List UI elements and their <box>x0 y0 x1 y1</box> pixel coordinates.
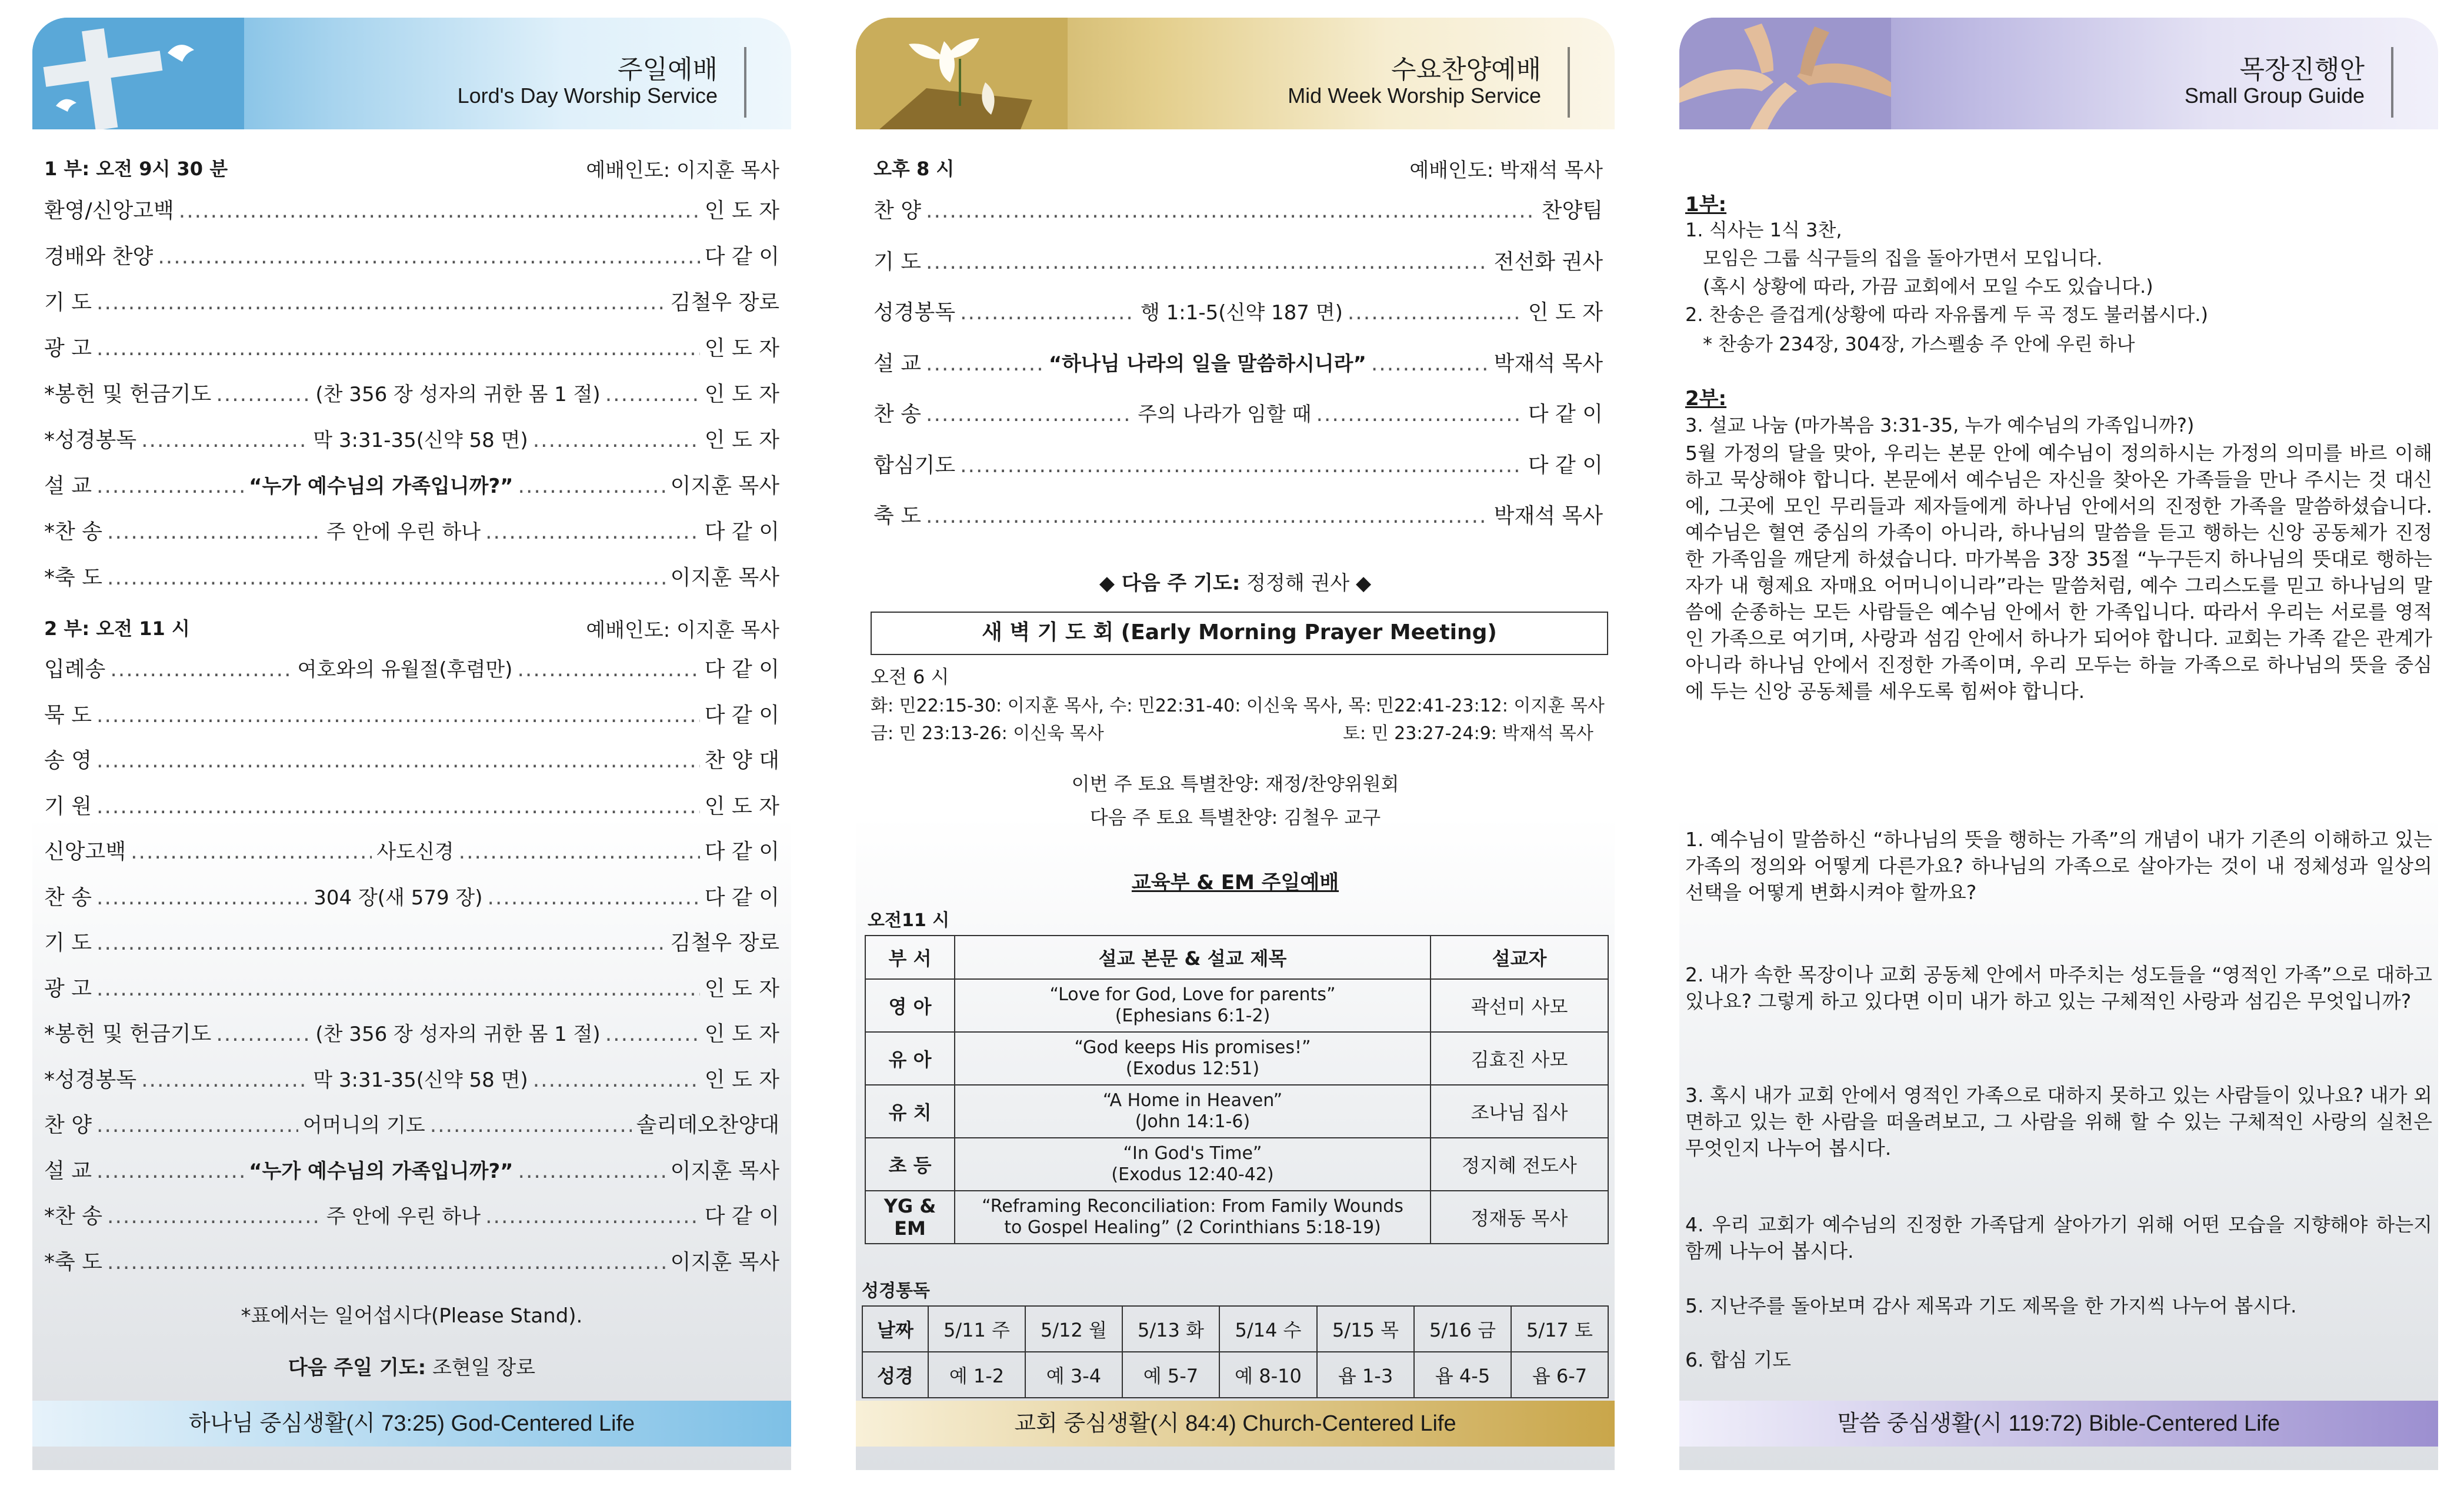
leader-dots <box>926 250 1489 274</box>
order-item-person: 박재석 목사 <box>1493 504 1603 528</box>
edu-table <box>865 935 1609 1244</box>
edu-sermon-reference: (Exodus 12:51) <box>1125 1058 1260 1079</box>
leader-dots <box>141 428 308 452</box>
banner-title-eng: Lord's Day Worship Service <box>457 83 718 108</box>
order-item-detail: 주 안에 우린 하나 <box>326 1205 481 1228</box>
question-6: 6. 합심 기도 <box>1685 1348 1791 1371</box>
order-item-label: *성경봉독 <box>44 1067 137 1092</box>
order-item-detail: “하나님 나라의 일을 말씀하시니라” <box>1048 352 1366 376</box>
leader-dots <box>107 1250 666 1274</box>
edu-sermon-title: “A Home in Heaven” <box>1102 1090 1283 1111</box>
order-item-label: *축 도 <box>44 1250 102 1274</box>
bible-text-cell: 예 1-2 <box>928 1352 1025 1398</box>
midweek-panel <box>856 18 1615 1470</box>
cross-dove-image <box>32 18 244 129</box>
edu-sermon <box>955 1085 1431 1138</box>
order-item-person: 다 같 이 <box>704 840 779 864</box>
order-item-person: 인 도 자 <box>704 382 779 406</box>
order-item-person: 이지훈 목사 <box>670 1158 779 1183</box>
order-item <box>44 561 779 591</box>
edu-preacher: 곽선미 사모 <box>1431 979 1608 1032</box>
leader-dots <box>605 1022 700 1046</box>
service2-leader: 예배인도: 이지훈 목사 <box>586 619 779 642</box>
order-item <box>44 469 779 499</box>
leader-dots <box>110 657 292 682</box>
leader-dots <box>96 1159 244 1183</box>
order-item-person: 솔리데오찬양대 <box>636 1113 779 1137</box>
order-item <box>44 194 779 224</box>
order-item-person: 김철우 장로 <box>670 931 779 955</box>
banner-title-eng: Mid Week Worship Service <box>1288 83 1541 108</box>
order-item-person: 찬 양 대 <box>704 749 779 773</box>
order-item-detail: (찬 356 장 성자의 귀한 몸 1 절) <box>315 1023 601 1046</box>
order-item-person: 다 같 이 <box>704 520 779 544</box>
edu-table-row <box>865 1138 1608 1191</box>
lords-day-panel <box>32 18 791 1470</box>
part1-line-4: 2. 찬송은 즐겁게(상황에 따라 자유롭게 두 곡 정도 불러봅시다.) <box>1685 303 2208 326</box>
order-item <box>873 398 1603 427</box>
bible-dates-row <box>862 1306 1608 1352</box>
leader-dots <box>1371 352 1489 376</box>
order-item-label: 설 교 <box>44 474 92 498</box>
order-item-detail: 304 장(새 579 장) <box>314 886 483 910</box>
order-item-label: 찬 양 <box>873 199 921 223</box>
edu-dept: YG & EM <box>865 1191 955 1244</box>
dawn-prayer-schedule-1: 화: 민22:15-30: 이지훈 목사, 수: 민22:31-40: 이신욱 목사, 목: 민22:41-23:12: 이지훈 목사 <box>871 696 1605 716</box>
order-item-label: 광 고 <box>44 336 92 360</box>
order-item-person: 인 도 자 <box>704 976 779 1001</box>
order-item <box>44 378 779 408</box>
service2-time: 2 부: 오전 11 시 <box>44 617 190 640</box>
edu-title: 교육부 & EM 주일예배 <box>1131 871 1339 894</box>
dawn-prayer-schedule-2b: 토: 민 23:27-24:9: 박재석 목사 <box>1343 723 1593 744</box>
part2-heading: 2부: <box>1685 387 1727 410</box>
edu-preacher: 정지혜 전도사 <box>1431 1138 1608 1191</box>
footer-banner: 하나님 중심생활(시 73:25) God-Centered Life <box>32 1401 791 1447</box>
leader-dots <box>485 1204 700 1228</box>
leader-dots <box>107 566 666 590</box>
order-item-person: 김철우 장로 <box>670 290 779 315</box>
edu-sermon-reference: (Exodus 12:40-42) <box>1111 1164 1274 1185</box>
midweek-next-prayer-name: 정정해 권사 ◆ <box>1246 572 1372 595</box>
stand-note: *표에서는 일어섭시다(Please Stand). <box>241 1304 583 1328</box>
order-item-detail: 사도신경 <box>376 840 454 864</box>
sermon-sharing-body: 5월 가정의 달을 맞아, 우리는 본문 안에 예수님이 정의하시는 가정의 의미를 바르 이해하고 묵상해야 합니다. 본문에서 예수님은 자신을 찾아온 가족들을 만나 주시는 것 대신에, 그곳에 모인 무리들과 제자들에게 하나님 안에서의 진정한 가족을 말씀하셨습니다. 예수님은 혈연 중심의 가족이 아니라, 하나님의 말씀을 듣고 행하는 신앙 공동체가 진정한 가족임을 깨닫게 하셨습니다. 마가복음 3장 35절 “누구든지 하나님의 뜻대로 행하는 자가 내 형제요 자매요 어머니이니라”라는 말씀처럼, 예수 그리스도를 믿고 하나님의 말씀에 순종하는 모든 사람들은 예수님 안에서 한 가족입니다. 따라서 우리는 서로를 영적인 가족으로 여기며, 사랑과 섬김 안에서 하나가 되어야 합니다. 교회는 가족 같은 관계가 아니라 하나님 안에서 진정한 가족이며, 우리 모두는 하늘 가족으로 하나님의 뜻을 중심에 두는 신앙 공동체를 세우도록 힘써야 합니다. <box>1685 442 2432 703</box>
order-item-person: 이지훈 목사 <box>670 1250 779 1274</box>
edu-time: 오전11 시 <box>868 910 950 931</box>
order-item-person: 찬양팀 <box>1541 199 1603 223</box>
sermon-sharing-heading: 3. 설교 나눔 (마가복음 3:31-35, 누가 예수님의 가족입니까?) <box>1685 414 2195 436</box>
bible-text-cell: 욥 1-3 <box>1317 1352 1414 1398</box>
bible-date-cell: 5/11 주 <box>928 1306 1025 1352</box>
bible-date-cell: 5/14 수 <box>1219 1306 1317 1352</box>
question-5: 5. 지난주를 돌아보며 감사 제목과 기도 제목을 한 가지씩 나누어 봅시다. <box>1685 1294 2297 1317</box>
order-item-label: 묵 도 <box>44 703 92 727</box>
leader-dots <box>96 703 700 727</box>
order-item-person: 다 같 이 <box>704 657 779 682</box>
bible-date-cell: 5/15 목 <box>1317 1306 1414 1352</box>
order-item-person: 다 같 이 <box>1528 402 1603 426</box>
leader-dots <box>1316 402 1523 426</box>
order-item <box>44 423 779 453</box>
order-item-person: 인 도 자 <box>704 1067 779 1092</box>
bible-date-cell: 5/17 토 <box>1511 1306 1608 1352</box>
leader-dots <box>96 1113 298 1137</box>
banner-title-eng: Small Group Guide <box>2184 83 2365 108</box>
order-item-label: *성경봉독 <box>44 428 137 452</box>
order-item-label: *찬 송 <box>44 1204 102 1228</box>
order-item-person: 다 같 이 <box>704 703 779 727</box>
order-item <box>44 744 779 774</box>
leader-dots <box>960 300 1136 325</box>
edu-dept: 초 등 <box>865 1138 955 1191</box>
part1-line-3: (혹시 상황에 따라, 가끔 교회에서 모일 수도 있습니다.) <box>1703 275 2153 298</box>
order-item-label: *봉헌 및 헌금기도 <box>44 382 212 406</box>
order-item <box>44 790 779 820</box>
order-item-label: 기 도 <box>873 249 921 274</box>
order-item-label: 기 도 <box>44 290 92 315</box>
leader-dots <box>430 1113 632 1137</box>
footer-banner: 말씀 중심생활(시 119:72) Bible-Centered Life <box>1679 1401 2438 1447</box>
leader-dots <box>96 749 700 773</box>
bible-text-cell: 욥 6-7 <box>1511 1352 1608 1398</box>
edu-sermon <box>955 1032 1431 1085</box>
leader-dots <box>926 352 1044 376</box>
order-item-label: 합심기도 <box>873 453 956 477</box>
order-item-detail: 막 3:31-35(신약 58 면) <box>313 429 528 452</box>
order-item <box>873 449 1603 479</box>
order-item <box>44 1200 779 1230</box>
leader-dots <box>960 453 1523 477</box>
order-item <box>44 1108 779 1138</box>
midweek-next-prayer <box>856 567 1615 596</box>
order-item-label: 신앙고백 <box>44 840 126 864</box>
part1-line-2: 모임은 그룹 식구들의 집을 돌아가면서 모입니다. <box>1703 247 2103 269</box>
leader-dots <box>517 657 699 682</box>
order-item <box>44 1154 779 1184</box>
order-item-person: 박재석 목사 <box>1493 351 1603 376</box>
question-3: 3. 혹시 내가 교회 안에서 영적인 가족으로 대하지 못하고 있는 사람들이 있나요? 내가 외면하고 있는 한 사람을 떠올려보고, 그 사람을 위해 할 수 있는 구체적인 사랑의 실천은 무엇인지 나누어 봅시다. <box>1685 1084 2432 1160</box>
next-prayer-label: 다음 주일 기도: <box>288 1356 426 1380</box>
bible-reading-table <box>862 1305 1609 1398</box>
leader-dots <box>96 290 666 315</box>
order-item-detail: (찬 356 장 성자의 귀한 몸 1 절) <box>315 383 601 406</box>
dawn-prayer-title: 새 벽 기 도 회 (Early Morning Prayer Meeting) <box>871 612 1608 655</box>
next-prayer <box>32 1351 791 1380</box>
leader-dots <box>96 336 700 360</box>
leader-dots <box>131 840 372 864</box>
bible-text-label: 성경 <box>862 1352 928 1398</box>
order-item-person: 다 같 이 <box>1528 453 1603 477</box>
leader-dots <box>107 520 322 544</box>
joined-hands-image <box>1679 18 1891 129</box>
leader-dots <box>488 886 700 910</box>
banner-title-kor: 수요찬양예배 <box>1391 55 1541 85</box>
edu-sermon-reference: (Ephesians 6:1-2) <box>1115 1006 1271 1026</box>
order-item-label: 입례송 <box>44 657 106 682</box>
order-item-detail: 어머니의 기도 <box>302 1114 425 1137</box>
order-item-detail: 행 1:1-5(신약 187 면) <box>1141 301 1343 325</box>
leader-dots <box>216 1022 311 1046</box>
question-4: 4. 우리 교회가 예수님의 진정한 가족답게 살아가기 위해 어떤 모습을 지향해야 하는지 함께 나누어 봅시다. <box>1685 1213 2432 1262</box>
leader-dots <box>518 1159 666 1183</box>
order-item <box>44 286 779 316</box>
lords-day-banner <box>32 18 791 129</box>
edu-dept: 유 아 <box>865 1032 955 1085</box>
leader-dots <box>96 794 700 819</box>
bible-date-cell: 5/16 금 <box>1414 1306 1511 1352</box>
order-item-label: 기 원 <box>44 794 92 819</box>
order-item-label: 찬 송 <box>44 885 92 910</box>
order-item-person: 전선화 권사 <box>1493 249 1603 274</box>
banner-divider <box>744 47 746 118</box>
edu-preacher: 조나님 집사 <box>1431 1085 1608 1138</box>
order-item <box>873 347 1603 377</box>
small-group-banner <box>1679 18 2438 129</box>
order-item <box>873 194 1603 224</box>
edu-sermon-title: “In God's Time” <box>1123 1143 1262 1164</box>
leader-dots <box>533 1068 700 1092</box>
edu-sermon <box>955 1191 1431 1244</box>
order-item <box>44 1017 779 1047</box>
order-item-label: 설 교 <box>44 1158 92 1183</box>
leader-dots <box>926 402 1133 426</box>
edu-sermon <box>955 979 1431 1032</box>
edu-sermon-reference: to Gospel Healing” (2 Corinthians 5:18-19) <box>1004 1217 1381 1238</box>
midweek-leader: 예배인도: 박재석 목사 <box>1409 159 1603 182</box>
bible-texts-row <box>862 1352 1608 1398</box>
leader-dots <box>605 382 700 406</box>
midweek-time: 오후 8 시 <box>873 158 955 180</box>
leader-dots <box>96 931 666 955</box>
question-1: 1. 예수님이 말씀하신 “하나님의 뜻을 행하는 가족”의 개념이 내가 기존의 이해하고 있는 가족의 정의와 어떻게 다른가요? 하나님의 가족으로 살아가는 것이 내 정체성과 일상의 선택을 어떻게 변화시켜야 할까요? <box>1685 828 2432 904</box>
edu-col-dept: 부 서 <box>865 936 955 979</box>
order-item-label: 성경봉독 <box>873 300 956 325</box>
edu-table-body <box>865 979 1608 1244</box>
leader-dots <box>216 382 311 406</box>
leader-dots <box>1348 300 1523 325</box>
order-item <box>873 499 1603 529</box>
banner-divider <box>2391 47 2393 118</box>
edu-table-row <box>865 1191 1608 1244</box>
order-item-person: 인 도 자 <box>704 428 779 452</box>
edu-sermon <box>955 1138 1431 1191</box>
order-item-person: 다 같 이 <box>704 1204 779 1228</box>
order-item-person: 인 도 자 <box>704 336 779 360</box>
order-item <box>873 245 1603 275</box>
special-praise-next-week: 다음 주 토요 특별찬양: 김철우 교구 <box>1089 806 1381 829</box>
edu-table-row <box>865 1032 1608 1085</box>
edu-table-row <box>865 979 1608 1032</box>
lily-bible-image <box>856 18 1068 129</box>
bible-text-cell: 욥 4-5 <box>1414 1352 1511 1398</box>
leader-dots <box>107 1204 322 1228</box>
order-item-detail: 막 3:31-35(신약 58 면) <box>313 1068 528 1092</box>
next-prayer-name: 조현일 장로 <box>432 1356 536 1380</box>
edu-table-header <box>865 936 1608 979</box>
order-item-detail: 주의 나라가 임할 때 <box>1138 403 1312 426</box>
bible-text-cell: 예 3-4 <box>1025 1352 1122 1398</box>
order-item <box>44 972 779 1002</box>
leader-dots <box>96 977 700 1001</box>
part1-line-5: * 찬송가 234장, 304장, 가스펠송 주 안에 우린 하나 <box>1703 333 2135 355</box>
order-item-label: *찬 송 <box>44 520 102 544</box>
order-item-label: 송 영 <box>44 749 92 773</box>
edu-sermon-title: “Love for God, Love for parents” <box>1049 984 1336 1005</box>
order-item <box>44 699 779 729</box>
edu-col-preacher: 설교자 <box>1431 936 1608 979</box>
bible-text-cell: 예 5-7 <box>1122 1352 1219 1398</box>
edu-dept: 유 치 <box>865 1085 955 1138</box>
order-item-label: 광 고 <box>44 976 92 1001</box>
small-group-panel <box>1679 18 2438 1470</box>
order-item-person: 이지훈 목사 <box>670 566 779 590</box>
order-item <box>44 1245 779 1275</box>
order-item <box>44 332 779 362</box>
order-item <box>44 881 779 911</box>
order-item <box>44 926 779 956</box>
order-item-person: 인 도 자 <box>704 1022 779 1046</box>
bible-date-label: 날짜 <box>862 1306 928 1352</box>
order-item-label: 설 교 <box>873 351 921 376</box>
leader-dots <box>533 428 700 452</box>
leader-dots <box>158 245 699 269</box>
order-item-person: 인 도 자 <box>704 794 779 819</box>
edu-col-sermon: 설교 본문 & 설교 제목 <box>955 936 1431 979</box>
order-item-person: 다 같 이 <box>704 245 779 269</box>
leader-dots <box>485 520 700 544</box>
order-item-person: 다 같 이 <box>704 885 779 910</box>
order-item-label: 찬 송 <box>873 402 921 426</box>
banner-title-kor: 주일예배 <box>617 55 718 85</box>
leader-dots <box>518 474 666 498</box>
bible-date-cell: 5/12 월 <box>1025 1306 1122 1352</box>
order-item-detail: “누가 예수님의 가족입니까?” <box>249 1159 514 1183</box>
edu-sermon-title: “God keeps His promises!” <box>1074 1037 1311 1058</box>
leader-dots <box>926 504 1489 528</box>
order-item-label: *축 도 <box>44 566 102 590</box>
leader-dots <box>459 840 700 864</box>
order-item-label: 기 도 <box>44 931 92 955</box>
edu-preacher: 김효진 사모 <box>1431 1032 1608 1085</box>
service1-time: 1 부: 오전 9시 30 분 <box>44 158 228 180</box>
order-item-person: 인 도 자 <box>704 199 779 223</box>
edu-dept: 영 아 <box>865 979 955 1032</box>
order-item-label: *봉헌 및 헌금기도 <box>44 1022 212 1046</box>
order-item-detail: 여호와의 유월절(후렴만) <box>297 658 513 682</box>
footer-banner: 교회 중심생활(시 84:4) Church-Centered Life <box>856 1401 1615 1447</box>
bible-text-cell: 예 8-10 <box>1219 1352 1317 1398</box>
bible-date-cell: 5/13 화 <box>1122 1306 1219 1352</box>
midweek-banner <box>856 18 1615 129</box>
service1-leader: 예배인도: 이지훈 목사 <box>586 159 779 182</box>
order-item <box>44 653 779 683</box>
leader-dots <box>96 886 309 910</box>
banner-title-kor: 목장진행안 <box>2239 55 2365 85</box>
order-item-label: 축 도 <box>873 504 921 528</box>
order-item <box>44 835 779 865</box>
order-item-person: 이지훈 목사 <box>670 474 779 498</box>
order-item-label: 환영/신앙고백 <box>44 199 174 223</box>
dawn-prayer-time: 오전 6 시 <box>871 666 949 688</box>
order-item <box>44 240 779 270</box>
order-item-label: 경배와 찬양 <box>44 245 154 269</box>
order-item <box>44 515 779 545</box>
order-item-detail: “누가 예수님의 가족입니까?” <box>249 475 514 498</box>
edu-sermon-reference: (John 14:1-6) <box>1135 1111 1251 1132</box>
part1-line-1: 1. 식사는 1식 3찬, <box>1685 219 1842 241</box>
edu-table-row <box>865 1085 1608 1138</box>
special-praise-this-week: 이번 주 토요 특별찬양: 재정/찬양위원회 <box>1071 773 1399 795</box>
part1-heading: 1부: <box>1685 193 1727 216</box>
order-item <box>873 296 1603 326</box>
leader-dots <box>141 1068 308 1092</box>
leader-dots <box>926 199 1537 223</box>
midweek-next-prayer-label: ◆ 다음 주 기도: <box>1099 572 1241 595</box>
dawn-prayer-schedule-2a: 금: 민 23:13-26: 이신욱 목사 <box>871 723 1104 744</box>
order-item-person: 인 도 자 <box>1528 300 1603 325</box>
bible-reading-title: 성경통독 <box>862 1281 930 1301</box>
edu-preacher: 정재동 목사 <box>1431 1191 1608 1244</box>
leader-dots <box>179 199 700 223</box>
leader-dots <box>96 474 244 498</box>
order-item-detail: 주 안에 우린 하나 <box>326 520 481 544</box>
banner-divider <box>1568 47 1570 118</box>
question-2: 2. 내가 속한 목장이나 교회 공동체 안에서 마주치는 성도들을 “영적인 가족”으로 대하고 있나요? 그렇게 하고 있다면 이미 내가 하고 있는 구체적인 사랑과 섬김은 무엇입니까? <box>1685 963 2432 1013</box>
edu-sermon-title: “Reframing Reconciliation: From Family Wounds <box>982 1196 1403 1217</box>
order-item-label: 찬 양 <box>44 1113 92 1137</box>
order-item <box>44 1063 779 1093</box>
